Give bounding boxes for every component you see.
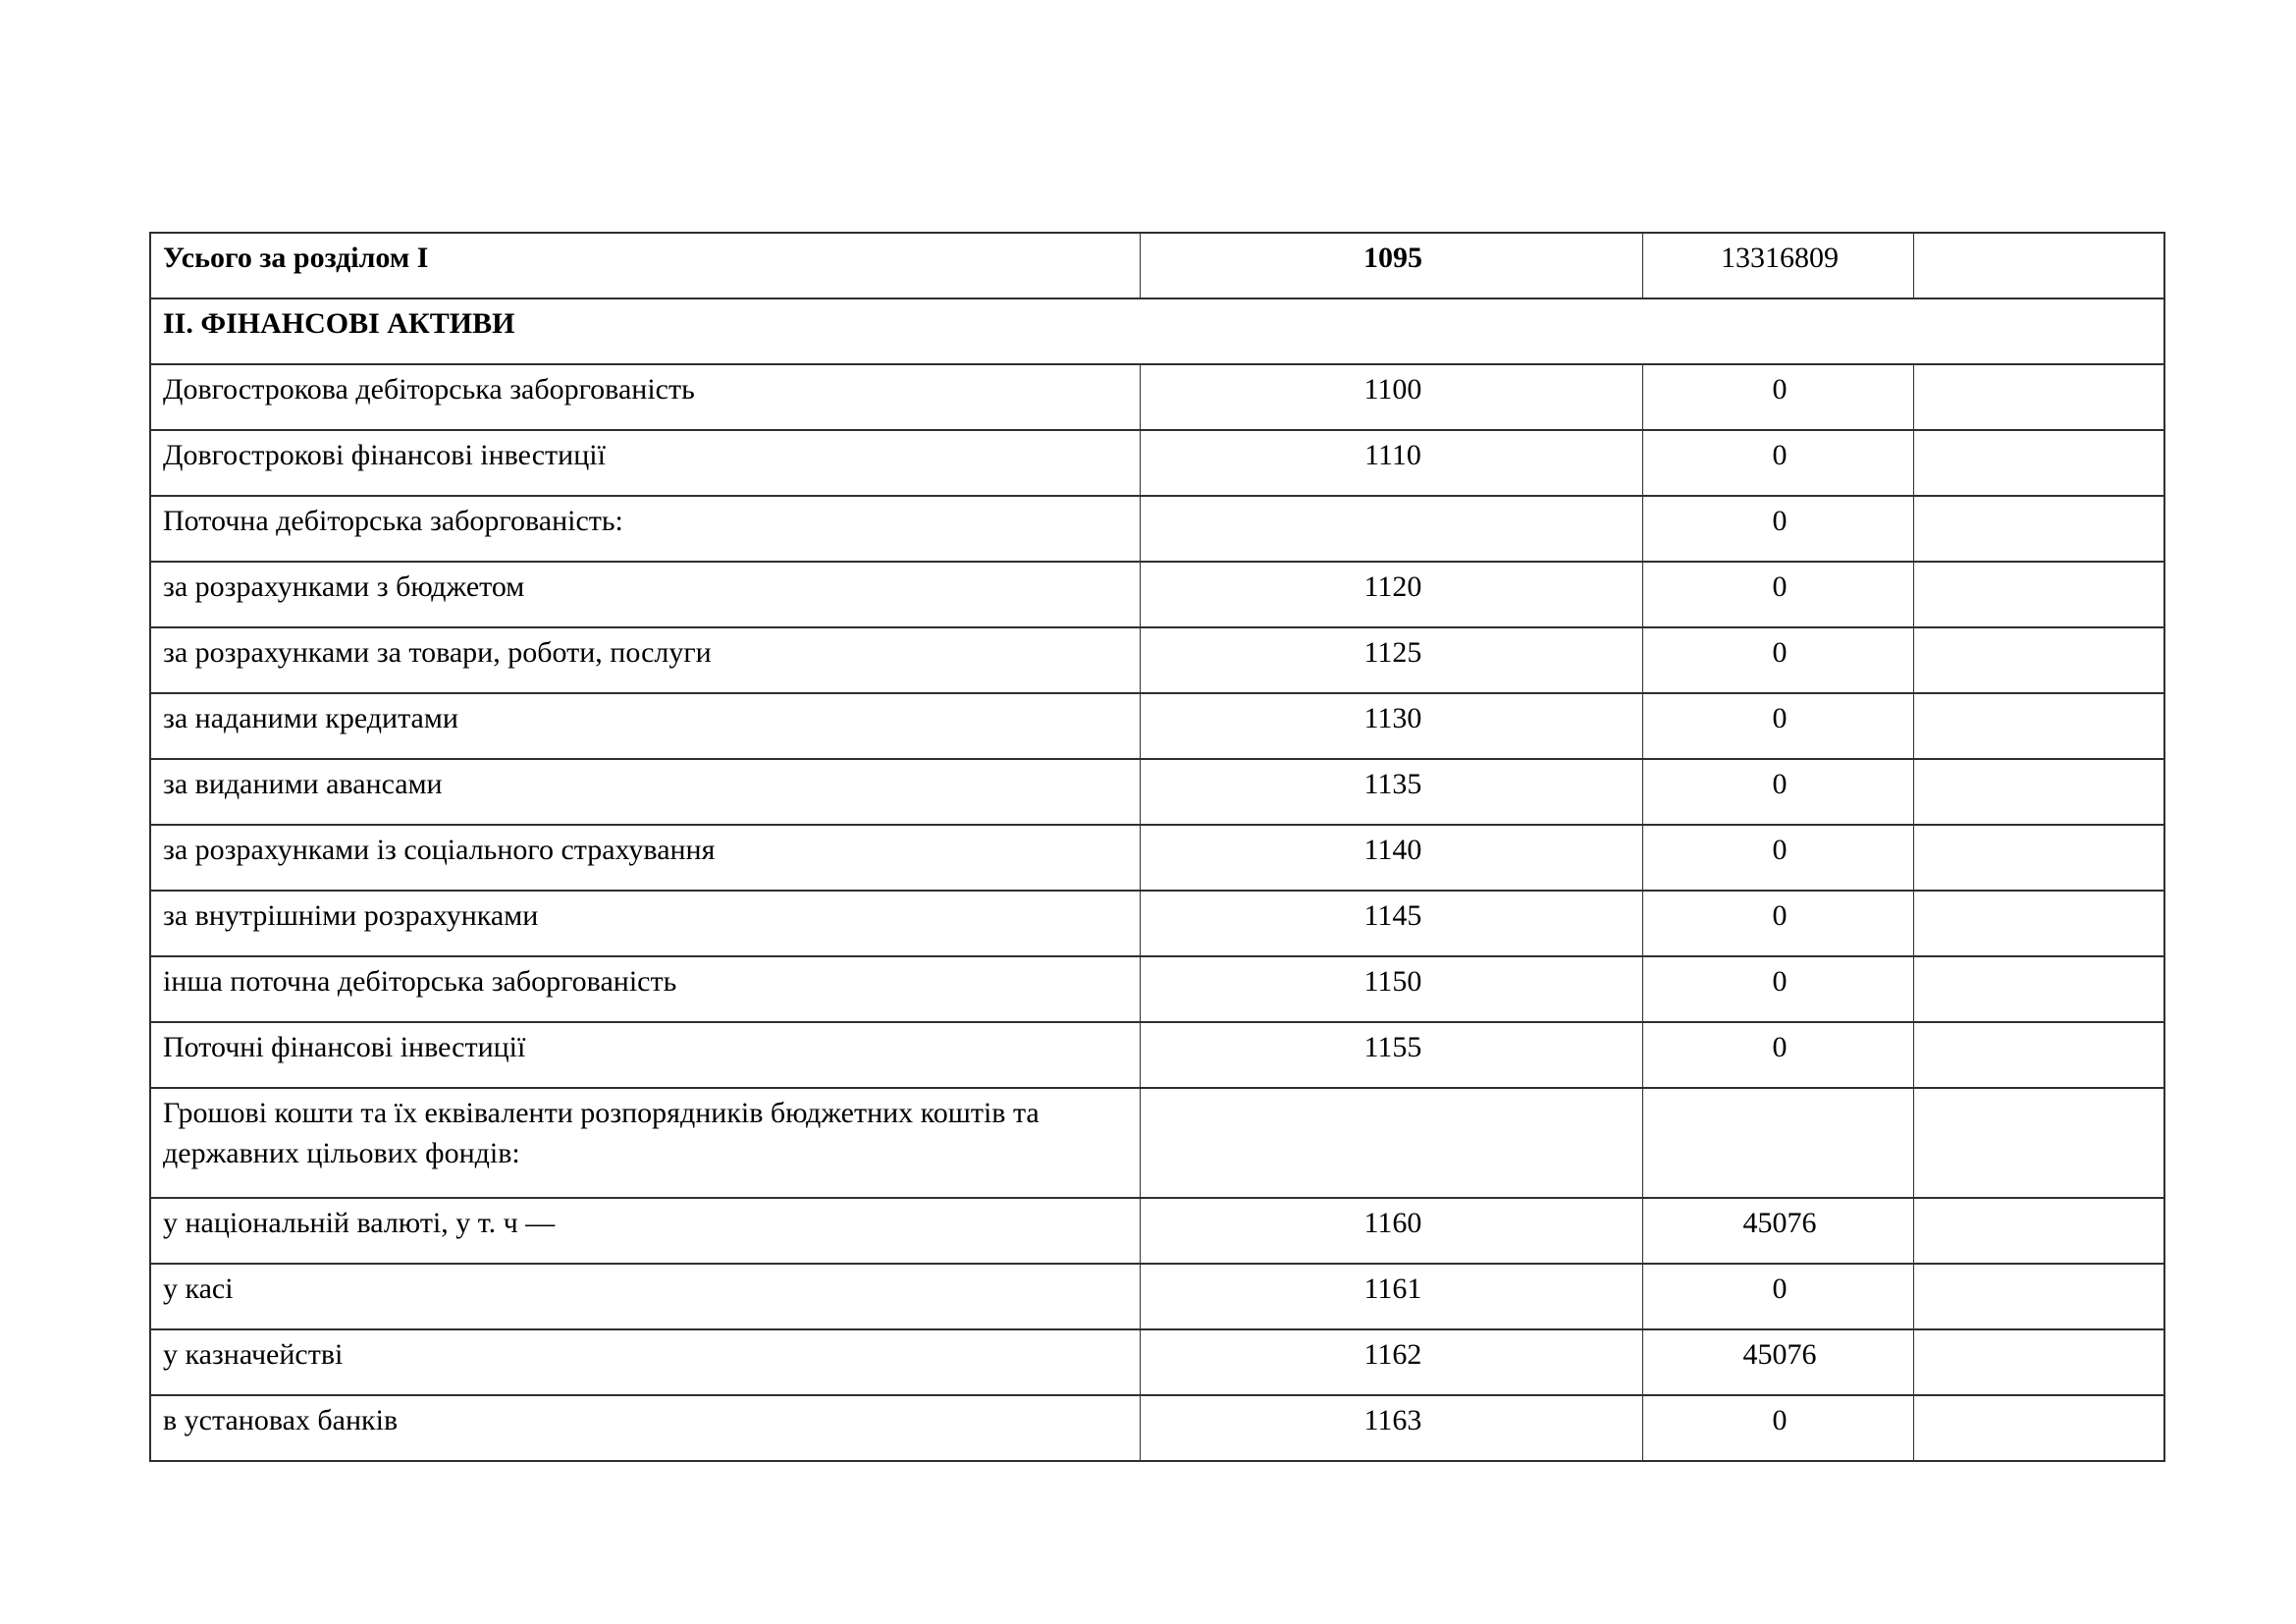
row-label-cell bbox=[150, 1395, 1140, 1461]
table-row bbox=[150, 825, 2164, 891]
row-label-cell bbox=[150, 1329, 1140, 1395]
row-label-cell bbox=[150, 1198, 1140, 1264]
row-note-cell bbox=[1913, 1198, 2164, 1264]
row-code-cell bbox=[1140, 1088, 1642, 1198]
row-sum-cell: 0 bbox=[1642, 496, 1913, 562]
row-sum-cell bbox=[1642, 1088, 1913, 1198]
section-header-cell: II. ФІНАНСОВІ АКТИВИ bbox=[150, 298, 2164, 364]
row-label-text: Довгострокові фінансові інвестиції bbox=[163, 439, 606, 471]
row-label-text: у національній валюті, у т. ч — bbox=[163, 1207, 556, 1239]
table-row bbox=[150, 1329, 2164, 1395]
row-label-text: інша поточна дебіторська заборгованість bbox=[163, 965, 677, 998]
row-sum-cell: 0 bbox=[1642, 364, 1913, 430]
row-note-cell bbox=[1913, 496, 2164, 562]
row-label-text: за наданими кредитами bbox=[163, 702, 458, 734]
row-label-text: Поточні фінансові інвестиції bbox=[163, 1031, 526, 1063]
row-code-cell: 1135 bbox=[1140, 759, 1642, 825]
row-label-cell bbox=[150, 562, 1140, 627]
row-label-cell bbox=[150, 430, 1140, 496]
row-sum-cell: 0 bbox=[1642, 825, 1913, 891]
row-sum-cell: 0 bbox=[1642, 693, 1913, 759]
table-row bbox=[150, 759, 2164, 825]
row-note-cell bbox=[1913, 562, 2164, 627]
row-note-cell bbox=[1913, 233, 2164, 298]
row-note-cell bbox=[1913, 956, 2164, 1022]
row-label-cell bbox=[150, 956, 1140, 1022]
row-note-cell bbox=[1913, 1395, 2164, 1461]
table-body bbox=[150, 233, 2164, 1461]
table-row bbox=[150, 1198, 2164, 1264]
table-row bbox=[150, 1395, 2164, 1461]
row-code-cell: 1140 bbox=[1140, 825, 1642, 891]
row-note-cell bbox=[1913, 825, 2164, 891]
row-label-text: за внутрішніми розрахунками bbox=[163, 899, 539, 932]
table-row bbox=[150, 1088, 2164, 1198]
row-label-cell bbox=[150, 1088, 1140, 1198]
row-note-cell bbox=[1913, 891, 2164, 956]
row-code-cell: 1130 bbox=[1140, 693, 1642, 759]
row-sum-cell: 0 bbox=[1642, 562, 1913, 627]
row-label-cell bbox=[150, 1022, 1140, 1088]
table-row bbox=[150, 891, 2164, 956]
row-label-cell bbox=[150, 693, 1140, 759]
row-note-cell bbox=[1913, 693, 2164, 759]
row-note-cell bbox=[1913, 627, 2164, 693]
row-label-text: за розрахунками за товари, роботи, послуги bbox=[163, 636, 712, 669]
row-sum-cell: 45076 bbox=[1642, 1198, 1913, 1264]
row-code-cell: 1110 bbox=[1140, 430, 1642, 496]
row-sum-cell: 0 bbox=[1642, 1395, 1913, 1461]
row-label-cell bbox=[150, 891, 1140, 956]
row-sum-cell: 45076 bbox=[1642, 1329, 1913, 1395]
row-code-cell: 1145 bbox=[1140, 891, 1642, 956]
row-sum-cell: 0 bbox=[1642, 759, 1913, 825]
row-code-cell: 1160 bbox=[1140, 1198, 1642, 1264]
table-row bbox=[150, 562, 2164, 627]
row-label-cell bbox=[150, 496, 1140, 562]
row-code-cell bbox=[1140, 496, 1642, 562]
row-note-cell bbox=[1913, 1022, 2164, 1088]
table-row bbox=[150, 430, 2164, 496]
row-label-cell bbox=[150, 627, 1140, 693]
row-note-cell bbox=[1913, 364, 2164, 430]
row-code-cell: 1155 bbox=[1140, 1022, 1642, 1088]
table-row bbox=[150, 233, 2164, 298]
row-label-cell bbox=[150, 364, 1140, 430]
row-label-text: Усього за розділом I bbox=[163, 242, 429, 274]
row-label-text: за розрахунками з бюджетом bbox=[163, 570, 525, 603]
row-note-cell bbox=[1913, 430, 2164, 496]
table-row bbox=[150, 627, 2164, 693]
table-row bbox=[150, 956, 2164, 1022]
row-code-cell: 1161 bbox=[1140, 1264, 1642, 1329]
row-note-cell bbox=[1913, 1264, 2164, 1329]
row-label-cell bbox=[150, 1264, 1140, 1329]
row-label-text: в установах банків bbox=[163, 1404, 399, 1436]
table-row bbox=[150, 1022, 2164, 1088]
row-label-text: Поточна дебіторська заборгованість: bbox=[163, 505, 623, 537]
row-sum-cell: 0 bbox=[1642, 891, 1913, 956]
row-sum-cell: 13316809 bbox=[1642, 233, 1913, 298]
row-note-cell bbox=[1913, 1329, 2164, 1395]
row-label-cell bbox=[150, 759, 1140, 825]
row-label-text: за виданими авансами bbox=[163, 768, 443, 800]
row-code-cell: 1095 bbox=[1140, 233, 1642, 298]
row-sum-cell: 0 bbox=[1642, 627, 1913, 693]
table-row bbox=[150, 496, 2164, 562]
row-sum-cell: 0 bbox=[1642, 956, 1913, 1022]
row-label-text: у казначействі bbox=[163, 1338, 344, 1371]
row-label-text: Грошові кошти та їх еквіваленти розпорядників бюджетних коштів та державних цільових фондів: bbox=[163, 1097, 1040, 1169]
row-code-cell: 1150 bbox=[1140, 956, 1642, 1022]
section-row bbox=[150, 298, 2164, 364]
table-row bbox=[150, 364, 2164, 430]
row-label-text: Довгострокова дебіторська заборгованість bbox=[163, 373, 695, 406]
row-code-cell: 1125 bbox=[1140, 627, 1642, 693]
row-sum-cell: 0 bbox=[1642, 1022, 1913, 1088]
row-label-cell bbox=[150, 825, 1140, 891]
row-code-cell: 1100 bbox=[1140, 364, 1642, 430]
row-label-text: у касі bbox=[163, 1272, 234, 1305]
row-note-cell bbox=[1913, 1088, 2164, 1198]
financial-assets-table bbox=[149, 232, 2165, 1462]
row-code-cell: 1120 bbox=[1140, 562, 1642, 627]
row-label-cell bbox=[150, 233, 1140, 298]
row-sum-cell: 0 bbox=[1642, 1264, 1913, 1329]
row-note-cell bbox=[1913, 759, 2164, 825]
row-code-cell: 1163 bbox=[1140, 1395, 1642, 1461]
table-row bbox=[150, 693, 2164, 759]
row-label-text: за розрахунками із соціального страхування bbox=[163, 834, 716, 866]
row-sum-cell: 0 bbox=[1642, 430, 1913, 496]
table-row bbox=[150, 1264, 2164, 1329]
row-code-cell: 1162 bbox=[1140, 1329, 1642, 1395]
